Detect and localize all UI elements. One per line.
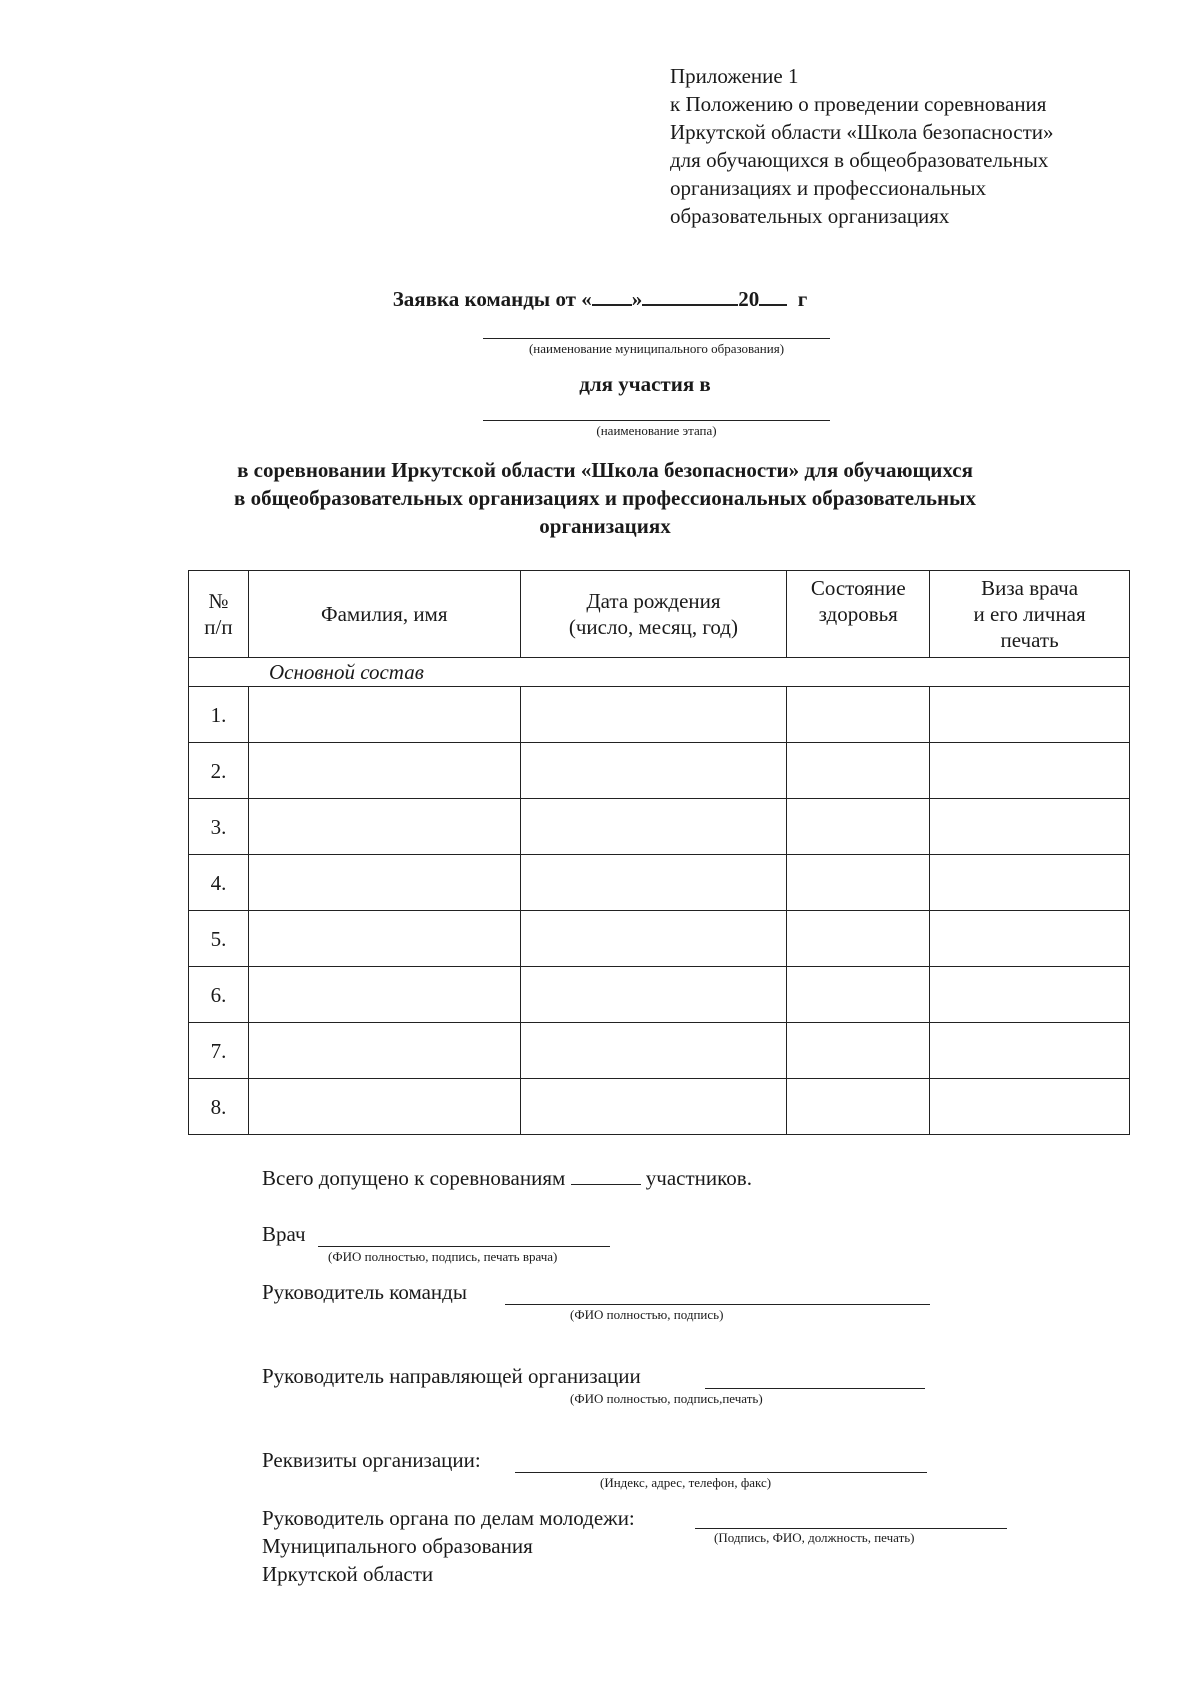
- main-roster-label: Основной состав: [189, 658, 1130, 687]
- team-leader-signature-line[interactable]: [505, 1304, 930, 1305]
- health-cell[interactable]: [787, 743, 930, 799]
- table-header-row: [189, 571, 1130, 658]
- competition-line: организациях: [539, 514, 671, 538]
- title-suffix: г: [797, 287, 808, 311]
- birthdate-cell[interactable]: [520, 967, 787, 1023]
- team-leader-caption: (ФИО полностью, подпись): [570, 1307, 724, 1322]
- participation-label: для участия в: [579, 372, 711, 396]
- appendix-line: к Положению о проведении соревнования: [670, 92, 1047, 116]
- appendix-block: [670, 62, 1054, 230]
- header-doctor-visa: [930, 571, 1130, 658]
- day-blank[interactable]: [592, 286, 632, 306]
- total-admitted: [262, 1166, 752, 1191]
- row-number: 4.: [189, 855, 249, 911]
- birthdate-cell[interactable]: [520, 911, 787, 967]
- row-number: 3.: [189, 799, 249, 855]
- doctor-visa-cell[interactable]: [930, 1023, 1130, 1079]
- header-number: [189, 571, 249, 658]
- title-mid: »: [631, 287, 643, 311]
- doctor-visa-cell[interactable]: [930, 743, 1130, 799]
- header-birthdate-text: Дата рождения (число, месяц, год): [568, 589, 738, 639]
- row-number: 1.: [189, 687, 249, 743]
- name-cell[interactable]: [248, 855, 520, 911]
- total-count-blank[interactable]: [571, 1168, 641, 1185]
- doctor-visa-cell[interactable]: [930, 911, 1130, 967]
- health-cell[interactable]: [787, 1079, 930, 1135]
- doctor-signature-line[interactable]: [318, 1246, 610, 1247]
- row-number: 6.: [189, 967, 249, 1023]
- municipality-caption: (наименование муниципального образования): [528, 341, 785, 356]
- table-row: [189, 911, 1130, 967]
- doctor-visa-cell[interactable]: [930, 799, 1130, 855]
- header-birthdate: [520, 571, 787, 658]
- table-row: [189, 855, 1130, 911]
- org-leader-caption: (ФИО полностью, подпись,печать): [570, 1391, 763, 1406]
- total-suffix: участников.: [645, 1166, 752, 1190]
- requisites-label: Реквизиты организации:: [262, 1448, 481, 1472]
- roster-table: [188, 570, 1130, 1135]
- doctor-visa-cell[interactable]: [930, 855, 1130, 911]
- requisites-line[interactable]: [515, 1472, 927, 1473]
- name-cell[interactable]: [248, 1079, 520, 1135]
- month-blank[interactable]: [642, 286, 738, 306]
- birthdate-cell[interactable]: [520, 1023, 787, 1079]
- team-leader-label: Руководитель команды: [262, 1280, 467, 1304]
- birthdate-cell[interactable]: [520, 799, 787, 855]
- youth-head-line: Руководитель органа по делам молодежи:: [262, 1506, 635, 1530]
- youth-head-caption: (Подпись, ФИО, должность, печать): [714, 1530, 915, 1545]
- name-cell[interactable]: [248, 911, 520, 967]
- name-cell[interactable]: [248, 967, 520, 1023]
- row-number: 7.: [189, 1023, 249, 1079]
- appendix-line: Иркутской области «Школа безопасности»: [670, 120, 1054, 144]
- youth-head-line: Муниципального образования: [262, 1534, 533, 1558]
- birthdate-cell[interactable]: [520, 855, 787, 911]
- birthdate-cell[interactable]: [520, 687, 787, 743]
- table-row: [189, 743, 1130, 799]
- total-prefix: Всего допущено к соревнованиям: [262, 1166, 566, 1190]
- stage-line[interactable]: [483, 420, 830, 421]
- application-title: [0, 286, 1200, 312]
- table-row: [189, 799, 1130, 855]
- doctor-label: Врач: [262, 1222, 306, 1246]
- subheader-row: [189, 658, 1130, 687]
- doctor-visa-cell[interactable]: [930, 687, 1130, 743]
- header-name: [248, 571, 520, 658]
- health-cell[interactable]: [787, 1023, 930, 1079]
- health-cell[interactable]: [787, 911, 930, 967]
- health-cell[interactable]: [787, 855, 930, 911]
- appendix-line: образовательных организациях: [670, 204, 950, 228]
- row-number: 8.: [189, 1079, 249, 1135]
- stage-caption: (наименование этапа): [596, 423, 717, 438]
- org-leader-signature-line[interactable]: [705, 1388, 925, 1389]
- table-row: [189, 967, 1130, 1023]
- header-doctor-visa-text: Виза врача и его личная печать: [973, 576, 1086, 652]
- health-cell[interactable]: [787, 799, 930, 855]
- doctor-caption: (ФИО полностью, подпись, печать врача): [328, 1249, 558, 1264]
- competition-line: в соревновании Иркутской области «Школа безопасности» для обучающихся: [237, 458, 973, 482]
- appendix-line: организациях и профессиональных: [670, 176, 987, 200]
- doctor-visa-cell[interactable]: [930, 967, 1130, 1023]
- table-row: [189, 1079, 1130, 1135]
- table-row: [189, 1023, 1130, 1079]
- year-blank[interactable]: [759, 286, 787, 306]
- table-row: [189, 687, 1130, 743]
- youth-head-line: Иркутской области: [262, 1562, 434, 1586]
- org-leader-label: Руководитель направляющей организации: [262, 1364, 641, 1388]
- youth-head-block: [262, 1504, 635, 1588]
- title-prefix: Заявка команды от «: [392, 287, 592, 311]
- header-number-text: № п/п: [204, 589, 233, 639]
- appendix-line: Приложение 1: [670, 64, 799, 88]
- youth-head-signature-line[interactable]: [695, 1528, 1007, 1529]
- row-number: 5.: [189, 911, 249, 967]
- health-cell[interactable]: [787, 967, 930, 1023]
- competition-headline: [5, 456, 1200, 540]
- doctor-visa-cell[interactable]: [930, 1079, 1130, 1135]
- header-health-text: Состояние здоровья: [810, 576, 906, 626]
- birthdate-cell[interactable]: [520, 1079, 787, 1135]
- header-name-text: Фамилия, имя: [321, 602, 448, 626]
- health-cell[interactable]: [787, 687, 930, 743]
- appendix-line: для обучающихся в общеобразовательных: [670, 148, 1049, 172]
- name-cell[interactable]: [248, 743, 520, 799]
- competition-line: в общеобразовательных организациях и профессиональных образовательных: [233, 486, 977, 510]
- title-year-prefix: 20: [738, 287, 760, 311]
- row-number: 2.: [189, 743, 249, 799]
- name-cell[interactable]: [248, 687, 520, 743]
- requisites-caption: (Индекс, адрес, телефон, факс): [600, 1475, 772, 1490]
- header-health: [787, 571, 930, 658]
- name-cell[interactable]: [248, 1023, 520, 1079]
- birthdate-cell[interactable]: [520, 743, 787, 799]
- name-cell[interactable]: [248, 799, 520, 855]
- municipality-line[interactable]: [483, 338, 830, 339]
